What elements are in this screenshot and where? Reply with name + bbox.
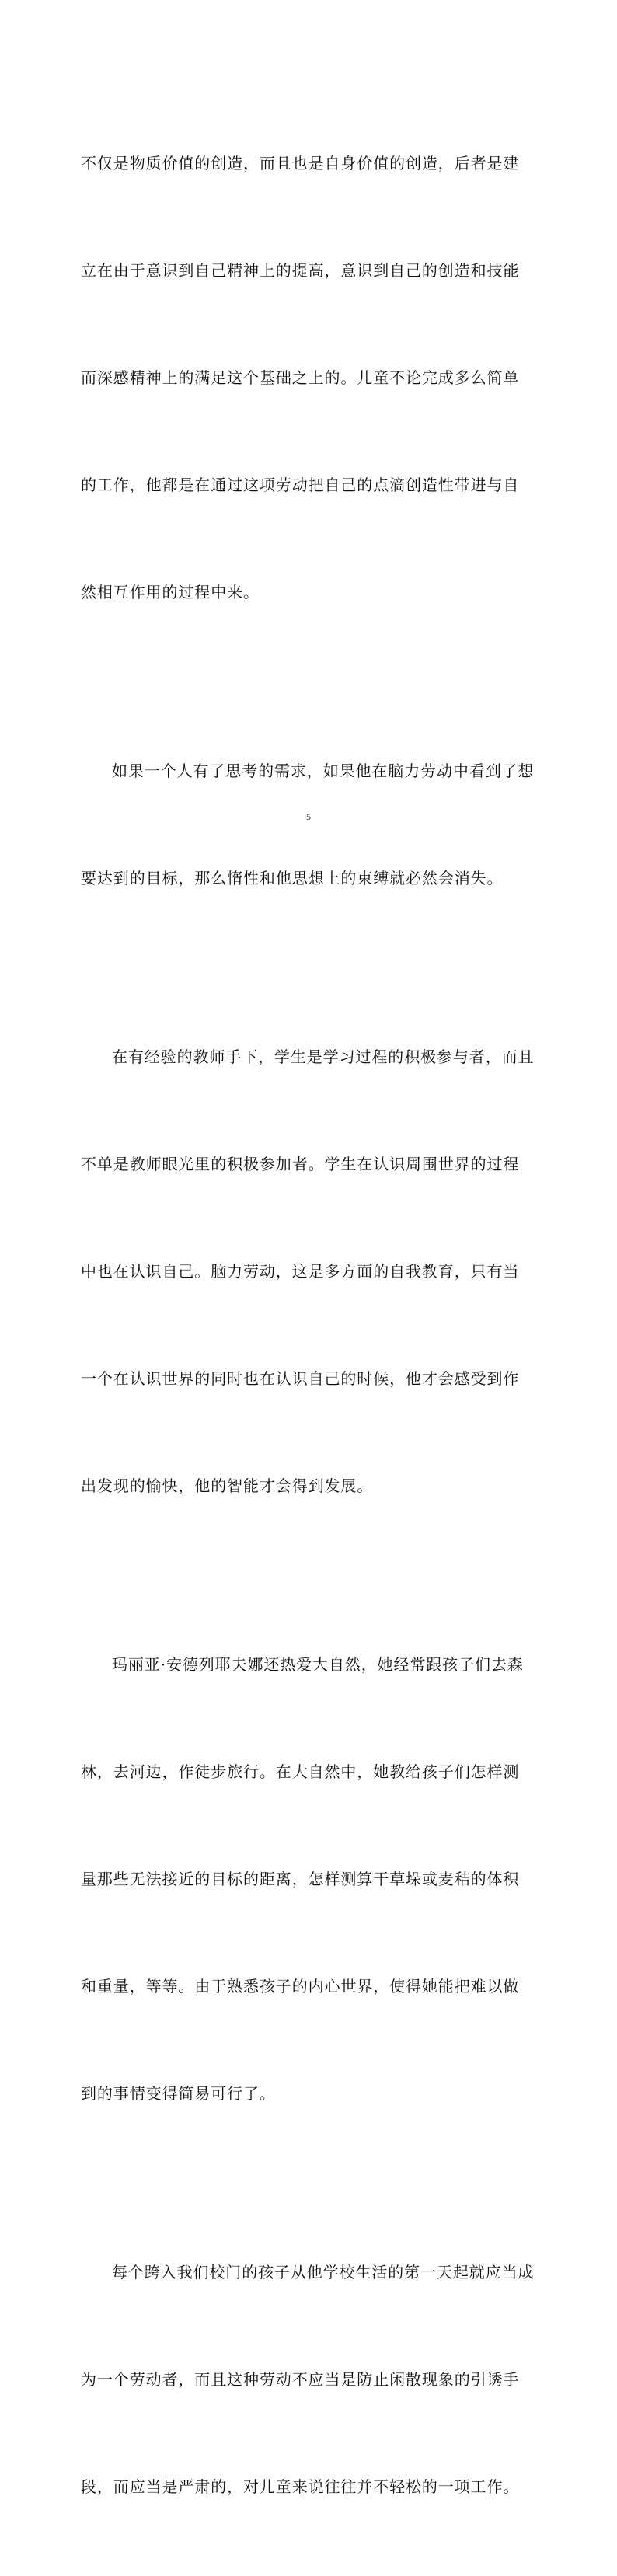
paragraph-line: 林，去河边，作徒步旅行。在大自然中，她教给孩子们怎样测: [81, 1762, 520, 1781]
page-number: 5: [306, 811, 311, 822]
paragraph-line: 为一个劳动者，而且这种劳动不应当是防止闲散现象的引诱手: [81, 2370, 520, 2389]
paragraph-line: 到的事情变得简易可行了。: [81, 2084, 276, 2103]
paragraph-line: 在有经验的教师手下，学生是学习过程的积极参与者，而且: [112, 1047, 535, 1066]
paragraph-line: 而深感精神上的满足这个基础之上的。儿童不论完成多么简单: [81, 368, 520, 387]
paragraph-line: 量那些无法接近的目标的距离，怎样测算干草垛或麦秸的体积: [81, 1870, 520, 1888]
paragraph-line: 立在由于意识到自己精神上的提高，意识到自己的创造和技能: [81, 261, 520, 280]
paragraph-5: [81, 2183, 547, 2576]
paragraph-2: [81, 681, 547, 967]
paragraph-line: 出发现的愉快，他的智能才会得到发展。: [81, 1476, 374, 1495]
paragraph-1: [81, 74, 547, 681]
paragraph-line: 一个在认识世界的同时也在认识自己的时候，他才会感受到作: [81, 1369, 520, 1388]
paragraph-line: 每个跨入我们校门的孩子从他学校生活的第一天起就应当成: [112, 2263, 535, 2281]
paragraph-3: [81, 967, 547, 1575]
paragraph-line: 要达到的目标，那么惰性和他思想上的束缚就必然会消失。: [81, 869, 504, 887]
paragraph-line: 然相互作用的过程中来。: [81, 583, 260, 601]
document-body: [81, 74, 547, 2576]
paragraph-line: 不单是教师眼光里的积极参加者。学生在认识周围世界的过程: [81, 1155, 520, 1173]
paragraph-line: 玛丽亚·安德列耶夫娜还热爱大自然，她经常跟孩子们去森: [112, 1655, 524, 1674]
paragraph-4: [81, 1575, 547, 2183]
paragraph-line: 和重量，等等。由于熟悉孩子的内心世界，使得她能把难以做: [81, 1977, 520, 1996]
paragraph-line: 中也在认识自己。脑力劳动，这是多方面的自我教育，只有当: [81, 1262, 520, 1281]
paragraph-line: 的工作，他都是在通过这项劳动把自己的点滴创造性带进与自: [81, 476, 520, 494]
paragraph-line: 如果一个人有了思考的需求，如果他在脑力劳动中看到了想: [112, 762, 535, 780]
paragraph-line: 不仅是物质价值的创造，而且也是自身价值的创造，后者是建: [81, 154, 520, 173]
paragraph-line: 段，而应当是严肃的，对儿童来说往往并不轻松的一项工作。: [81, 2477, 520, 2496]
